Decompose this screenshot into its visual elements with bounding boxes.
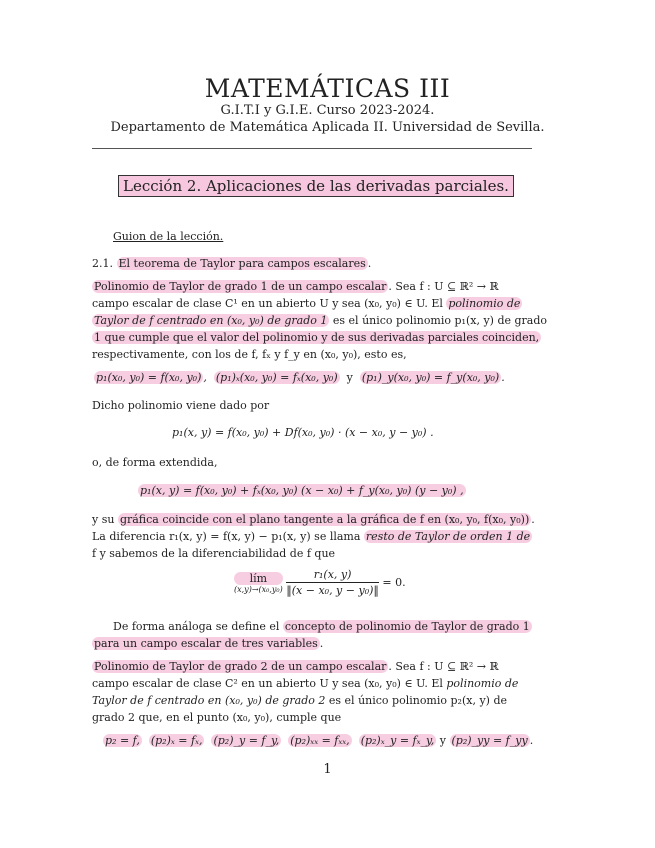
p1-line2 bbox=[92, 295, 522, 312]
p1-line5 bbox=[92, 346, 407, 363]
p1-italic-b: polinomio de bbox=[448, 297, 521, 310]
p5-highlight-b: para un campo escalar de tres variables bbox=[94, 637, 318, 650]
eq1-part3: (p₁)_y(x₀, y₀) = f_y(x₀, y₀) bbox=[361, 371, 500, 384]
eq1-part1: p₁(x₀, y₀) = f(x₀, y₀) bbox=[96, 371, 202, 384]
course-title: MATEMÁTICAS III bbox=[204, 74, 451, 103]
fraction-numerator: r₁(x, y) bbox=[286, 568, 379, 583]
p1-text-e: respectivamente, con los de f, fₓ y f_y en (x₀, y₀), esto es, bbox=[92, 348, 407, 361]
eq1-sep2: y bbox=[346, 371, 353, 384]
p6-text-d: grado 2 que, en el punto (x₀, y₀), cumple que bbox=[92, 711, 342, 724]
eq5-term6: (p₂)_yy = f_yy bbox=[451, 734, 528, 747]
lesson-title: Lección 2. Aplicaciones de las derivadas parciales. bbox=[118, 175, 514, 197]
p4-italic-b: resto de Taylor de orden 1 de bbox=[365, 530, 531, 543]
p1-text-a: . Sea f : U ⊆ ℝ² → ℝ bbox=[388, 280, 499, 293]
p5-line1 bbox=[113, 618, 532, 635]
section-heading bbox=[92, 255, 371, 272]
p4-text-a: y su bbox=[92, 513, 118, 526]
header-rule bbox=[92, 148, 532, 149]
p1-italic-c: Taylor de f centrado en (x₀, y₀) de grado 1 bbox=[94, 314, 328, 327]
p1-line3 bbox=[92, 312, 547, 329]
p5-line2 bbox=[92, 635, 323, 652]
p6-italic-b: polinomio de bbox=[446, 677, 519, 690]
eq5-term2: (p₂)ₓ = fₓ, bbox=[150, 734, 203, 747]
p4-highlight-a: gráfica coincide con el plano tangente a la gráfica de f en (x₀, y₀, f(x₀, y₀)) bbox=[119, 513, 530, 526]
p4-line1 bbox=[92, 511, 535, 528]
p1-line4 bbox=[92, 329, 541, 346]
eq5-term3: (p₂)_y = f_y, bbox=[213, 734, 280, 747]
equation-5 bbox=[103, 734, 533, 747]
p5-text-a: De forma análoga se define el bbox=[113, 620, 283, 633]
department-line: Departamento de Matemática Aplicada II. Universidad de Sevilla. bbox=[110, 120, 545, 135]
p4-end-a: . bbox=[531, 513, 535, 526]
equation-3 bbox=[138, 484, 466, 497]
section-period: . bbox=[367, 257, 372, 270]
definition-label-2: Polinomio de Taylor de grado 2 de un campo escalar bbox=[94, 660, 387, 673]
equation-4 bbox=[234, 568, 406, 597]
equation-2: p₁(x, y) = f(x₀, y₀) + Df(x₀, y₀) · (x − x₀, y − y₀) . bbox=[172, 426, 434, 439]
p5-end-b: . bbox=[319, 637, 324, 650]
equation-1 bbox=[94, 371, 505, 384]
p6-text-c: es el único polinomio p₂(x, y) de bbox=[325, 694, 507, 707]
limit-fraction bbox=[286, 568, 379, 597]
fraction-denominator: ‖(x − x₀, y − y₀)‖ bbox=[286, 584, 379, 597]
p6-text-b: campo escalar de clase C² en un abierto U y sea (x₀, y₀) ∈ U. El bbox=[92, 677, 447, 690]
definition-label-1: Polinomio de Taylor de grado 1 de un campo escalar bbox=[94, 280, 387, 293]
p5-highlight-a: concepto de polinomio de Taylor de grado 1 bbox=[284, 620, 530, 633]
p1-line1 bbox=[92, 278, 499, 295]
p6-line1 bbox=[92, 658, 499, 675]
limit-rhs: = 0. bbox=[382, 576, 406, 589]
guion-heading: Guion de la lección. bbox=[113, 230, 224, 243]
p6-line4 bbox=[92, 709, 341, 726]
p2: Dicho polinomio viene dado por bbox=[92, 399, 270, 412]
limit-subscript: (x,y)→(x₀,y₀) bbox=[234, 584, 283, 594]
limit-word: lím bbox=[234, 572, 283, 585]
p4-text-b: La diferencia r₁(x, y) = f(x, y) − p₁(x, y) se llama bbox=[92, 530, 364, 543]
eq1-end: . bbox=[501, 371, 505, 384]
p6-line3 bbox=[92, 692, 507, 709]
p1-text-c: es el único polinomio p₁(x, y) de grado bbox=[329, 314, 548, 327]
eq5-and: y bbox=[439, 734, 446, 747]
p1-text-b: campo escalar de clase C¹ en un abierto U y sea (x₀, y₀) ∈ U. El bbox=[92, 297, 447, 310]
eq5-term5: (p₂)ₓ_y = fₓ_y, bbox=[360, 734, 435, 747]
p3: o, de forma extendida, bbox=[92, 456, 218, 469]
p4-line2 bbox=[92, 528, 532, 545]
section-number: 2.1. bbox=[92, 257, 113, 270]
eq5-end: . bbox=[529, 734, 534, 747]
limit-operator bbox=[234, 572, 283, 594]
course-degrees: G.I.T.I y G.I.E. Curso 2023-2024. bbox=[220, 103, 435, 118]
p6-text-a: . Sea f : U ⊆ ℝ² → ℝ bbox=[388, 660, 499, 673]
p1-text-d: 1 que cumple que el valor del polinomio y de sus derivadas parciales coinciden, bbox=[94, 331, 540, 344]
eq5-term4: (p₂)ₓₓ = fₓₓ, bbox=[290, 734, 350, 747]
p4-text-c: f y sabemos de la diferenciabilidad de f que bbox=[92, 547, 336, 560]
eq1-part2: (p₁)ₓ(x₀, y₀) = fₓ(x₀, y₀) bbox=[215, 371, 338, 384]
section-title: El teorema de Taylor para campos escalares bbox=[118, 257, 366, 270]
eq3-text: p₁(x, y) = f(x₀, y₀) + fₓ(x₀, y₀) (x − x₀) + f_y(x₀, y₀) (y − y₀) , bbox=[140, 484, 464, 497]
eq5-term1: p₂ = f, bbox=[105, 734, 140, 747]
page-number: 1 bbox=[323, 762, 332, 777]
p6-italic-c: Taylor de f centrado en (x₀, y₀) de grado 2 bbox=[92, 694, 326, 707]
p6-line2 bbox=[92, 675, 518, 692]
p4-line3 bbox=[92, 545, 335, 562]
eq1-sep1: , bbox=[203, 371, 207, 384]
